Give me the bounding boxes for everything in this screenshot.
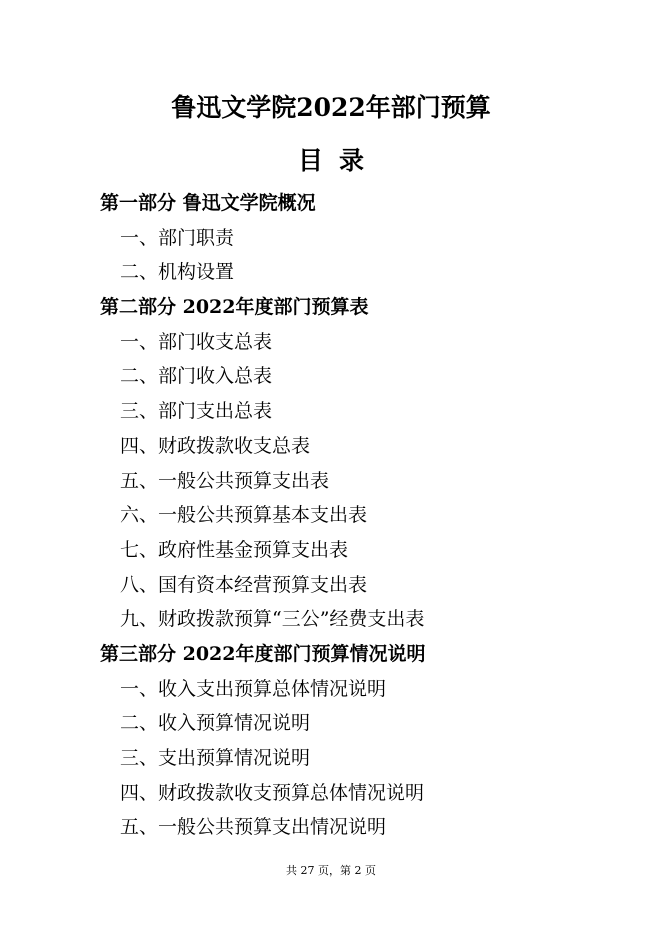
toc-item: 九、财政拨款预算“三公”经费支出表	[120, 608, 425, 631]
toc-section-title: 第三部分 2022年度部门预算情况说明	[100, 642, 426, 665]
page-title: 鲁迅文学院2022年部门预算	[171, 93, 491, 122]
toc-item: 四、财政拨款收支总表	[120, 434, 311, 457]
toc-section-2	[100, 290, 640, 637]
toc-item: 一、部门收支总表	[120, 330, 273, 353]
toc-section-title: 第二部分 2022年度部门预算表	[100, 296, 369, 319]
page-footer: 共 27 页，第 2 页	[286, 864, 376, 877]
toc-item: 三、支出预算情况说明	[120, 747, 311, 769]
toc-section-title: 第一部分 鲁迅文学院概况	[100, 192, 316, 214]
toc-item: 一、部门职责	[120, 226, 235, 249]
toc-item: 二、收入预算情况说明	[120, 712, 311, 735]
toc-section-1	[100, 186, 640, 290]
toc-item: 八、国有资本经营预算支出表	[120, 573, 368, 596]
toc-item: 四、财政拨款收支预算总体情况说明	[120, 781, 425, 804]
toc-item: 五、一般公共预算支出情况说明	[120, 816, 387, 839]
toc-item: 二、部门收入总表	[120, 365, 273, 388]
toc-item: 一、收入支出预算总体情况说明	[120, 677, 387, 700]
toc-item: 五、一般公共预算支出表	[120, 469, 330, 492]
toc-section-3	[100, 637, 640, 845]
toc-item: 三、部门支出总表	[120, 400, 273, 423]
toc-item: 六、一般公共预算基本支出表	[120, 504, 368, 527]
toc-item: 七、政府性基金预算支出表	[120, 538, 349, 561]
toc-item: 二、机构设置	[120, 261, 235, 284]
toc-heading: 目录	[297, 146, 380, 175]
table-of-contents	[100, 186, 640, 845]
